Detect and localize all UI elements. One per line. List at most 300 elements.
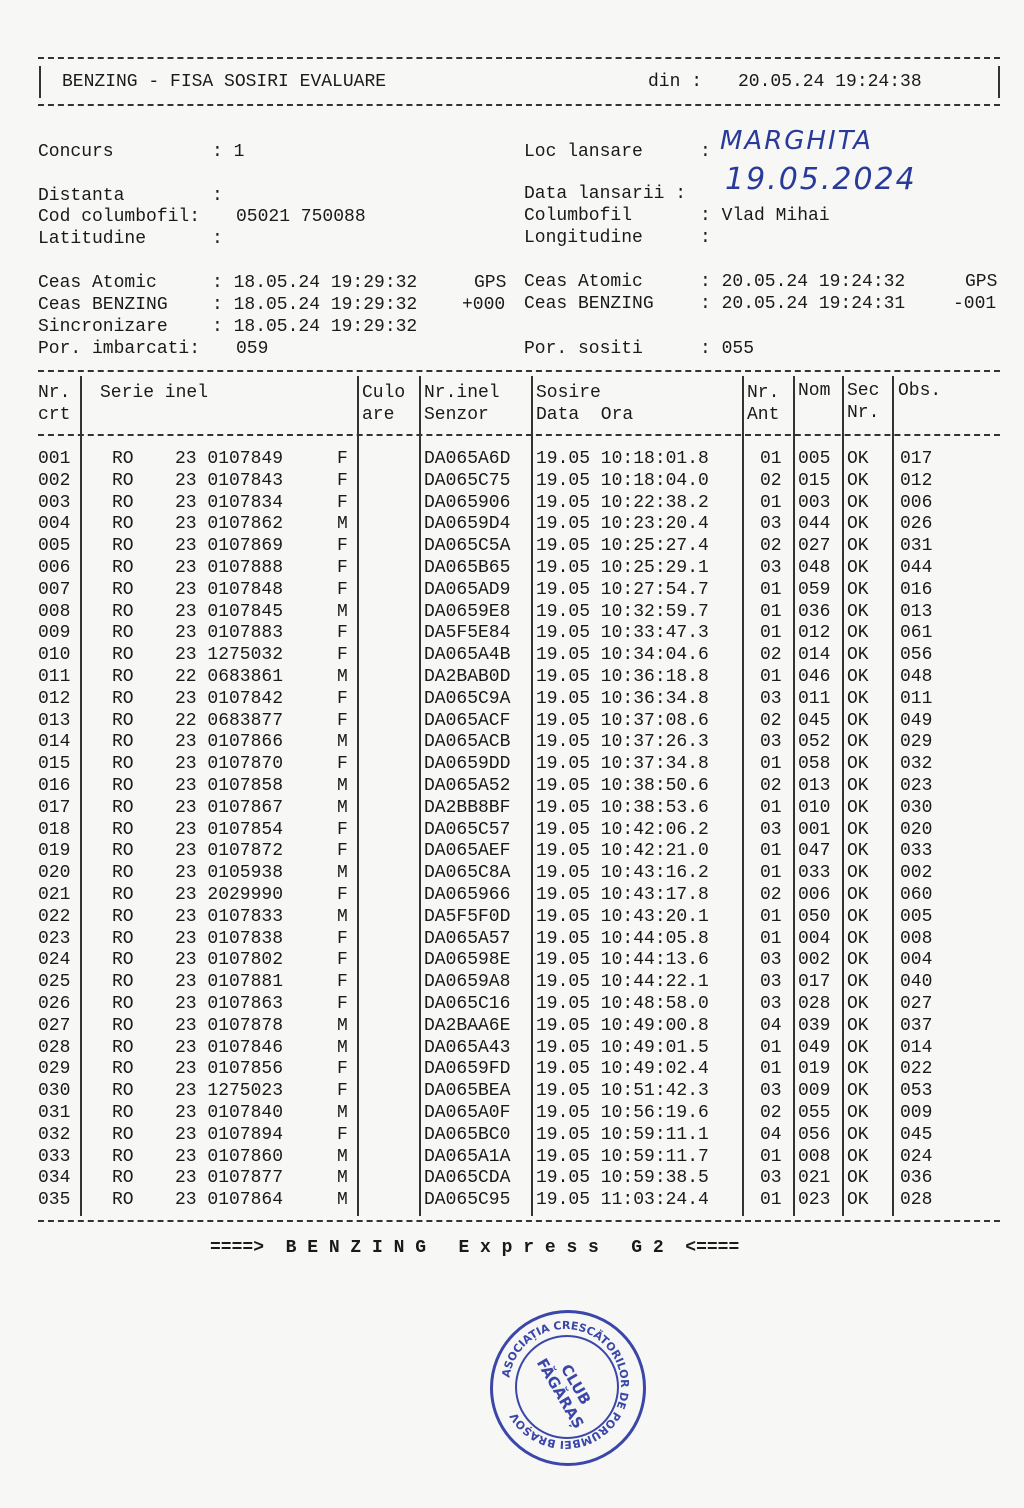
cell-sex: M [337, 601, 348, 622]
cell-nom: 004 [798, 928, 831, 949]
cell-serie: 23 0107845 [175, 601, 284, 622]
cod-value: 05021 750088 [236, 207, 366, 227]
cell-sex: F [337, 950, 348, 971]
cell-sex: F [337, 492, 348, 513]
longitudine-label: Longitudine [524, 228, 643, 248]
cell-serie: 23 0107802 [175, 950, 284, 971]
cell-country: RO [112, 667, 134, 687]
data-lansarii-label: Data lansarii : [524, 184, 687, 204]
column-separator [419, 376, 421, 1216]
cell-serie: 23 0107862 [175, 514, 284, 535]
table-row [0, 820, 1024, 842]
cell-sosire: 19.05 10:43:16.2 [536, 863, 709, 884]
table-row [0, 863, 1024, 885]
cell-nom: 013 [798, 776, 831, 796]
cell-nom: 005 [798, 449, 831, 469]
clock-right-atomic-label: Ceas Atomic [524, 272, 643, 292]
table-row [0, 471, 1024, 493]
cell-nr: 020 [38, 863, 71, 884]
cell-sex: F [337, 449, 348, 469]
cell-nom: 019 [798, 1059, 831, 1080]
cell-ant: 03 [760, 732, 782, 753]
cell-sec: OK [847, 667, 869, 687]
cell-serie: 23 1275032 [175, 645, 284, 666]
cell-obs: 011 [900, 688, 933, 709]
cell-ant: 01 [760, 1146, 782, 1167]
cell-nom: 010 [798, 797, 831, 818]
cell-nr: 023 [38, 928, 71, 949]
cell-nr: 029 [38, 1059, 71, 1080]
cell-sec: OK [847, 558, 869, 578]
cell-nr: 032 [38, 1124, 71, 1145]
cell-sensor: DA065906 [424, 492, 511, 513]
cell-serie: 23 0107838 [175, 928, 284, 949]
cell-ant: 03 [760, 1168, 782, 1189]
cell-country: RO [112, 449, 134, 469]
clock-left-sync-value: : 18.05.24 19:29:32 [212, 317, 418, 337]
cell-sensor: DA2BAB0D [424, 667, 511, 687]
table-row [0, 798, 1024, 820]
clock-right-benzing-label: Ceas BENZING [524, 294, 654, 314]
cell-sex: F [337, 928, 348, 949]
imbarcati-label: Por. imbarcati: [38, 339, 201, 359]
table-row [0, 841, 1024, 863]
cell-nom: 003 [798, 492, 831, 513]
cell-serie: 23 0107858 [175, 776, 284, 796]
clock-right-benzing-value: : 20.05.24 19:24:31 [700, 294, 906, 314]
cell-country: RO [112, 645, 134, 666]
cell-obs: 060 [900, 885, 933, 905]
cell-sosire: 19.05 10:44:13.6 [536, 950, 709, 971]
cell-country: RO [112, 623, 134, 644]
table-row [0, 602, 1024, 624]
cell-sex: M [337, 667, 348, 687]
cell-sex: F [337, 1124, 348, 1145]
cell-nom: 048 [798, 558, 831, 578]
cell-nom: 002 [798, 950, 831, 971]
cell-sex: F [337, 841, 348, 862]
cell-sec: OK [847, 1103, 869, 1123]
cell-obs: 061 [900, 623, 933, 644]
din-label: din : [648, 72, 703, 92]
clock-left-benzing-value: : 18.05.24 19:29:32 [212, 295, 418, 315]
cell-country: RO [112, 558, 134, 578]
cell-nr: 035 [38, 1190, 71, 1211]
cell-ant: 02 [760, 710, 782, 731]
cell-serie: 23 0107883 [175, 623, 284, 644]
table-row [0, 1190, 1024, 1212]
cell-sosire: 19.05 10:43:20.1 [536, 906, 709, 927]
cell-sex: F [337, 579, 348, 600]
cell-sensor: DA0659DD [424, 754, 511, 775]
cell-ant: 02 [760, 1103, 782, 1123]
cell-country: RO [112, 732, 134, 753]
cell-sec: OK [847, 972, 869, 993]
cell-nr: 007 [38, 579, 71, 600]
cell-obs: 017 [900, 449, 933, 469]
cell-sensor: DA065A0F [424, 1103, 511, 1123]
cell-nom: 001 [798, 819, 831, 840]
cell-sex: F [337, 536, 348, 557]
header-sec: Sec [847, 381, 880, 401]
cell-sensor: DA065AD9 [424, 579, 511, 600]
cell-sosire: 19.05 10:33:47.3 [536, 623, 709, 644]
cell-serie: 23 1275023 [175, 1081, 284, 1102]
cell-nr: 016 [38, 776, 71, 796]
cell-nom: 015 [798, 470, 831, 491]
table-row [0, 493, 1024, 515]
cell-sosire: 19.05 10:27:54.7 [536, 579, 709, 600]
footer-banner: ====> B E N Z I N G E x p r e s s G 2 <==== [210, 1238, 740, 1258]
clock-left-atomic-suffix: GPS [474, 273, 507, 293]
cell-obs: 012 [900, 470, 933, 491]
cell-ant: 02 [760, 536, 782, 557]
cell-sosire: 19.05 10:37:34.8 [536, 754, 709, 775]
table-row [0, 776, 1024, 798]
cell-sosire: 19.05 10:36:34.8 [536, 688, 709, 709]
cell-sec: OK [847, 819, 869, 840]
loc-label: Loc lansare [524, 142, 643, 162]
table-row [0, 711, 1024, 733]
cell-sec: OK [847, 841, 869, 862]
cell-sec: OK [847, 863, 869, 884]
cell-serie: 23 0107869 [175, 536, 284, 557]
cell-serie: 23 0107864 [175, 1190, 284, 1211]
header-nr: Nr. [38, 383, 71, 403]
cell-country: RO [112, 1124, 134, 1145]
cell-ant: 03 [760, 972, 782, 993]
cell-obs: 023 [900, 776, 933, 796]
cell-country: RO [112, 688, 134, 709]
cell-country: RO [112, 754, 134, 775]
cell-serie: 23 0107872 [175, 841, 284, 862]
cell-serie: 23 2029990 [175, 885, 284, 905]
cell-nr: 003 [38, 492, 71, 513]
cell-country: RO [112, 710, 134, 731]
cell-nr: 009 [38, 623, 71, 644]
cell-nom: 058 [798, 754, 831, 775]
cell-serie: 23 0107881 [175, 972, 284, 993]
cell-serie: 23 0105938 [175, 863, 284, 884]
cell-nom: 045 [798, 710, 831, 731]
cell-country: RO [112, 1037, 134, 1058]
cell-sec: OK [847, 1081, 869, 1102]
cell-sensor: DA065A52 [424, 776, 511, 796]
cell-sec: OK [847, 928, 869, 949]
cell-serie: 23 0107846 [175, 1037, 284, 1058]
latitudine-label: Latitudine [38, 229, 147, 249]
cell-sex: M [337, 514, 348, 535]
cell-nr: 019 [38, 841, 71, 862]
cell-obs: 044 [900, 558, 933, 578]
table-row [0, 950, 1024, 972]
cell-obs: 016 [900, 579, 933, 600]
cell-ant: 01 [760, 667, 782, 687]
cell-sosire: 19.05 10:48:58.0 [536, 994, 709, 1014]
table-row [0, 754, 1024, 776]
loc-value-handwritten: MARGHITA [720, 126, 873, 156]
table-row [0, 558, 1024, 580]
cell-ant: 04 [760, 1015, 782, 1036]
stamp-inner-text: CLUB FĂGĂRAȘ [532, 1355, 595, 1432]
table-row [0, 623, 1024, 645]
cell-sosire: 19.05 10:56:19.6 [536, 1103, 709, 1123]
clock-left-atomic-value: : 18.05.24 19:29:32 [212, 273, 418, 293]
cell-nr: 021 [38, 885, 71, 905]
cell-sex: M [337, 906, 348, 927]
cell-country: RO [112, 579, 134, 600]
cell-ant: 01 [760, 797, 782, 818]
cell-sex: F [337, 972, 348, 993]
cell-obs: 014 [900, 1037, 933, 1058]
cell-sosire: 19.05 11:03:24.4 [536, 1190, 709, 1211]
cell-ant: 02 [760, 470, 782, 491]
cell-sec: OK [847, 732, 869, 753]
cell-sensor: DA065C9A [424, 688, 511, 709]
cell-obs: 006 [900, 492, 933, 513]
cell-country: RO [112, 1015, 134, 1036]
header-senzor: Senzor [424, 405, 489, 425]
cell-ant: 01 [760, 492, 782, 513]
cell-nom: 011 [798, 688, 831, 709]
cell-ant: 02 [760, 645, 782, 666]
header-are: are [362, 405, 395, 425]
cell-sec: OK [847, 601, 869, 622]
cell-ant: 01 [760, 579, 782, 600]
cell-nom: 044 [798, 514, 831, 535]
cell-obs: 032 [900, 754, 933, 775]
cell-country: RO [112, 1190, 134, 1211]
distanta-value: : [212, 186, 223, 206]
cell-serie: 23 0107888 [175, 558, 284, 578]
cell-sex: F [337, 1059, 348, 1080]
cell-sosire: 19.05 10:59:38.5 [536, 1168, 709, 1189]
cell-sec: OK [847, 623, 869, 644]
table-row [0, 1038, 1024, 1060]
header-crt: crt [38, 405, 71, 425]
cell-ant: 03 [760, 558, 782, 578]
cell-sosire: 19.05 10:49:00.8 [536, 1015, 709, 1036]
cell-obs: 027 [900, 994, 933, 1014]
cell-nom: 006 [798, 885, 831, 905]
cell-nr: 005 [38, 536, 71, 557]
cell-country: RO [112, 972, 134, 993]
cell-sec: OK [847, 514, 869, 535]
cell-sex: M [337, 863, 348, 884]
cell-ant: 03 [760, 514, 782, 535]
cell-country: RO [112, 885, 134, 905]
cell-ant: 01 [760, 863, 782, 884]
cell-sosire: 19.05 10:38:50.6 [536, 776, 709, 796]
cell-nom: 017 [798, 972, 831, 993]
cell-obs: 013 [900, 601, 933, 622]
cell-nom: 050 [798, 906, 831, 927]
cell-nr: 015 [38, 754, 71, 775]
cell-ant: 01 [760, 449, 782, 469]
clock-left-atomic-label: Ceas Atomic [38, 273, 157, 293]
cell-sosire: 19.05 10:49:01.5 [536, 1037, 709, 1058]
cell-serie: 23 0107894 [175, 1124, 284, 1145]
club-stamp [490, 1310, 646, 1466]
cell-sensor: DA065B65 [424, 558, 511, 578]
cell-sensor: DA065A43 [424, 1037, 511, 1058]
cell-serie: 23 0107842 [175, 688, 284, 709]
cell-sensor: DA065966 [424, 885, 511, 905]
cell-sensor: DA065A4B [424, 645, 511, 666]
cell-nr: 010 [38, 645, 71, 666]
cell-nr: 030 [38, 1081, 71, 1102]
cell-sensor: DA065C5A [424, 536, 511, 557]
cell-sex: F [337, 558, 348, 578]
cell-obs: 029 [900, 732, 933, 753]
imbarcati-value: 059 [236, 339, 269, 359]
cell-nr: 012 [38, 688, 71, 709]
cell-obs: 053 [900, 1081, 933, 1102]
cell-serie: 23 0107867 [175, 797, 284, 818]
cell-nr: 022 [38, 906, 71, 927]
cell-sensor: DA0659E8 [424, 601, 511, 622]
cell-sec: OK [847, 1168, 869, 1189]
cell-obs: 004 [900, 950, 933, 971]
columbofil-label: Columbofil [524, 206, 633, 226]
cell-sec: OK [847, 906, 869, 927]
header-culo: Culo [362, 383, 406, 403]
cell-obs: 028 [900, 1190, 933, 1211]
cell-sec: OK [847, 1146, 869, 1167]
cell-sex: F [337, 470, 348, 491]
cell-serie: 22 0683861 [175, 667, 284, 687]
cell-sosire: 19.05 10:59:11.1 [536, 1124, 709, 1145]
header-obs: Obs. [898, 381, 942, 401]
cell-sosire: 19.05 10:51:42.3 [536, 1081, 709, 1102]
cell-sec: OK [847, 536, 869, 557]
cell-sosire: 19.05 10:18:01.8 [536, 449, 709, 469]
cell-sex: F [337, 994, 348, 1014]
table-row [0, 972, 1024, 994]
table-row [0, 580, 1024, 602]
cell-ant: 01 [760, 928, 782, 949]
cell-serie: 23 0107834 [175, 492, 284, 513]
cell-sex: M [337, 797, 348, 818]
cell-sensor: DA0659FD [424, 1059, 511, 1080]
cell-nr: 017 [38, 797, 71, 818]
cell-sec: OK [847, 885, 869, 905]
cell-country: RO [112, 994, 134, 1014]
cell-serie: 23 0107833 [175, 906, 284, 927]
cell-country: RO [112, 819, 134, 840]
cell-nom: 039 [798, 1015, 831, 1036]
cell-obs: 040 [900, 972, 933, 993]
longitudine-value: : [700, 228, 711, 248]
cell-sensor: DA065C8A [424, 863, 511, 884]
table-row [0, 1103, 1024, 1125]
cell-sec: OK [847, 579, 869, 600]
cell-nom: 033 [798, 863, 831, 884]
cell-nom: 023 [798, 1190, 831, 1211]
concurs-value: : 1 [212, 142, 245, 162]
cell-sex: F [337, 819, 348, 840]
column-separator [357, 376, 359, 1216]
cell-ant: 03 [760, 950, 782, 971]
cell-sec: OK [847, 688, 869, 709]
cell-nr: 027 [38, 1015, 71, 1036]
cell-sex: F [337, 1081, 348, 1102]
cell-sosire: 19.05 10:43:17.8 [536, 885, 709, 905]
cell-obs: 008 [900, 928, 933, 949]
cell-sosire: 19.05 10:23:20.4 [536, 514, 709, 535]
cell-sex: F [337, 645, 348, 666]
cell-sosire: 19.05 10:44:22.1 [536, 972, 709, 993]
cell-country: RO [112, 492, 134, 513]
cell-sec: OK [847, 645, 869, 666]
cell-nr: 013 [38, 710, 71, 731]
cell-obs: 036 [900, 1168, 933, 1189]
cell-ant: 02 [760, 776, 782, 796]
distanta-label: Distanta [38, 186, 125, 206]
cell-serie: 23 0107840 [175, 1103, 284, 1123]
cell-ant: 01 [760, 623, 782, 644]
cell-nr: 024 [38, 950, 71, 971]
table-row [0, 732, 1024, 754]
cell-sex: F [337, 885, 348, 905]
cell-sensor: DA065C57 [424, 819, 511, 840]
column-separator [80, 376, 82, 1216]
cell-ant: 03 [760, 819, 782, 840]
cell-nom: 052 [798, 732, 831, 753]
cell-ant: 03 [760, 994, 782, 1014]
table-row [0, 645, 1024, 667]
cell-sec: OK [847, 1059, 869, 1080]
cell-ant: 01 [760, 601, 782, 622]
cell-sec: OK [847, 1190, 869, 1211]
cell-ant: 01 [760, 906, 782, 927]
table-row [0, 689, 1024, 711]
cell-country: RO [112, 1059, 134, 1080]
cell-sex: M [337, 1103, 348, 1123]
cell-nr: 034 [38, 1168, 71, 1189]
cell-nom: 009 [798, 1081, 831, 1102]
cell-sec: OK [847, 994, 869, 1014]
column-separator [892, 376, 894, 1216]
cell-sensor: DA2BB8BF [424, 797, 511, 818]
cell-sosire: 19.05 10:42:06.2 [536, 819, 709, 840]
table-row [0, 1125, 1024, 1147]
cell-obs: 009 [900, 1103, 933, 1123]
cell-sex: M [337, 776, 348, 796]
cell-sosire: 19.05 10:36:18.8 [536, 667, 709, 687]
cell-country: RO [112, 776, 134, 796]
cell-sex: M [337, 1037, 348, 1058]
table-row [0, 1059, 1024, 1081]
cell-nr: 006 [38, 558, 71, 578]
cell-sec: OK [847, 950, 869, 971]
cell-sosire: 19.05 10:25:27.4 [536, 536, 709, 557]
table-row [0, 449, 1024, 471]
column-separator [742, 376, 744, 1216]
table-row [0, 1081, 1024, 1103]
cell-sosire: 19.05 10:38:53.6 [536, 797, 709, 818]
clock-left-benzing-suffix: +000 [462, 295, 506, 315]
table-bottom-rule [38, 1220, 1000, 1222]
cell-ant: 02 [760, 885, 782, 905]
cell-serie: 23 0107866 [175, 732, 284, 753]
cell-nom: 046 [798, 667, 831, 687]
cell-sensor: DA0659A8 [424, 972, 511, 993]
cell-sensor: DA5F5E84 [424, 623, 511, 644]
cell-sensor: DA065AEF [424, 841, 511, 862]
cell-country: RO [112, 1081, 134, 1102]
cell-serie: 23 0107856 [175, 1059, 284, 1080]
